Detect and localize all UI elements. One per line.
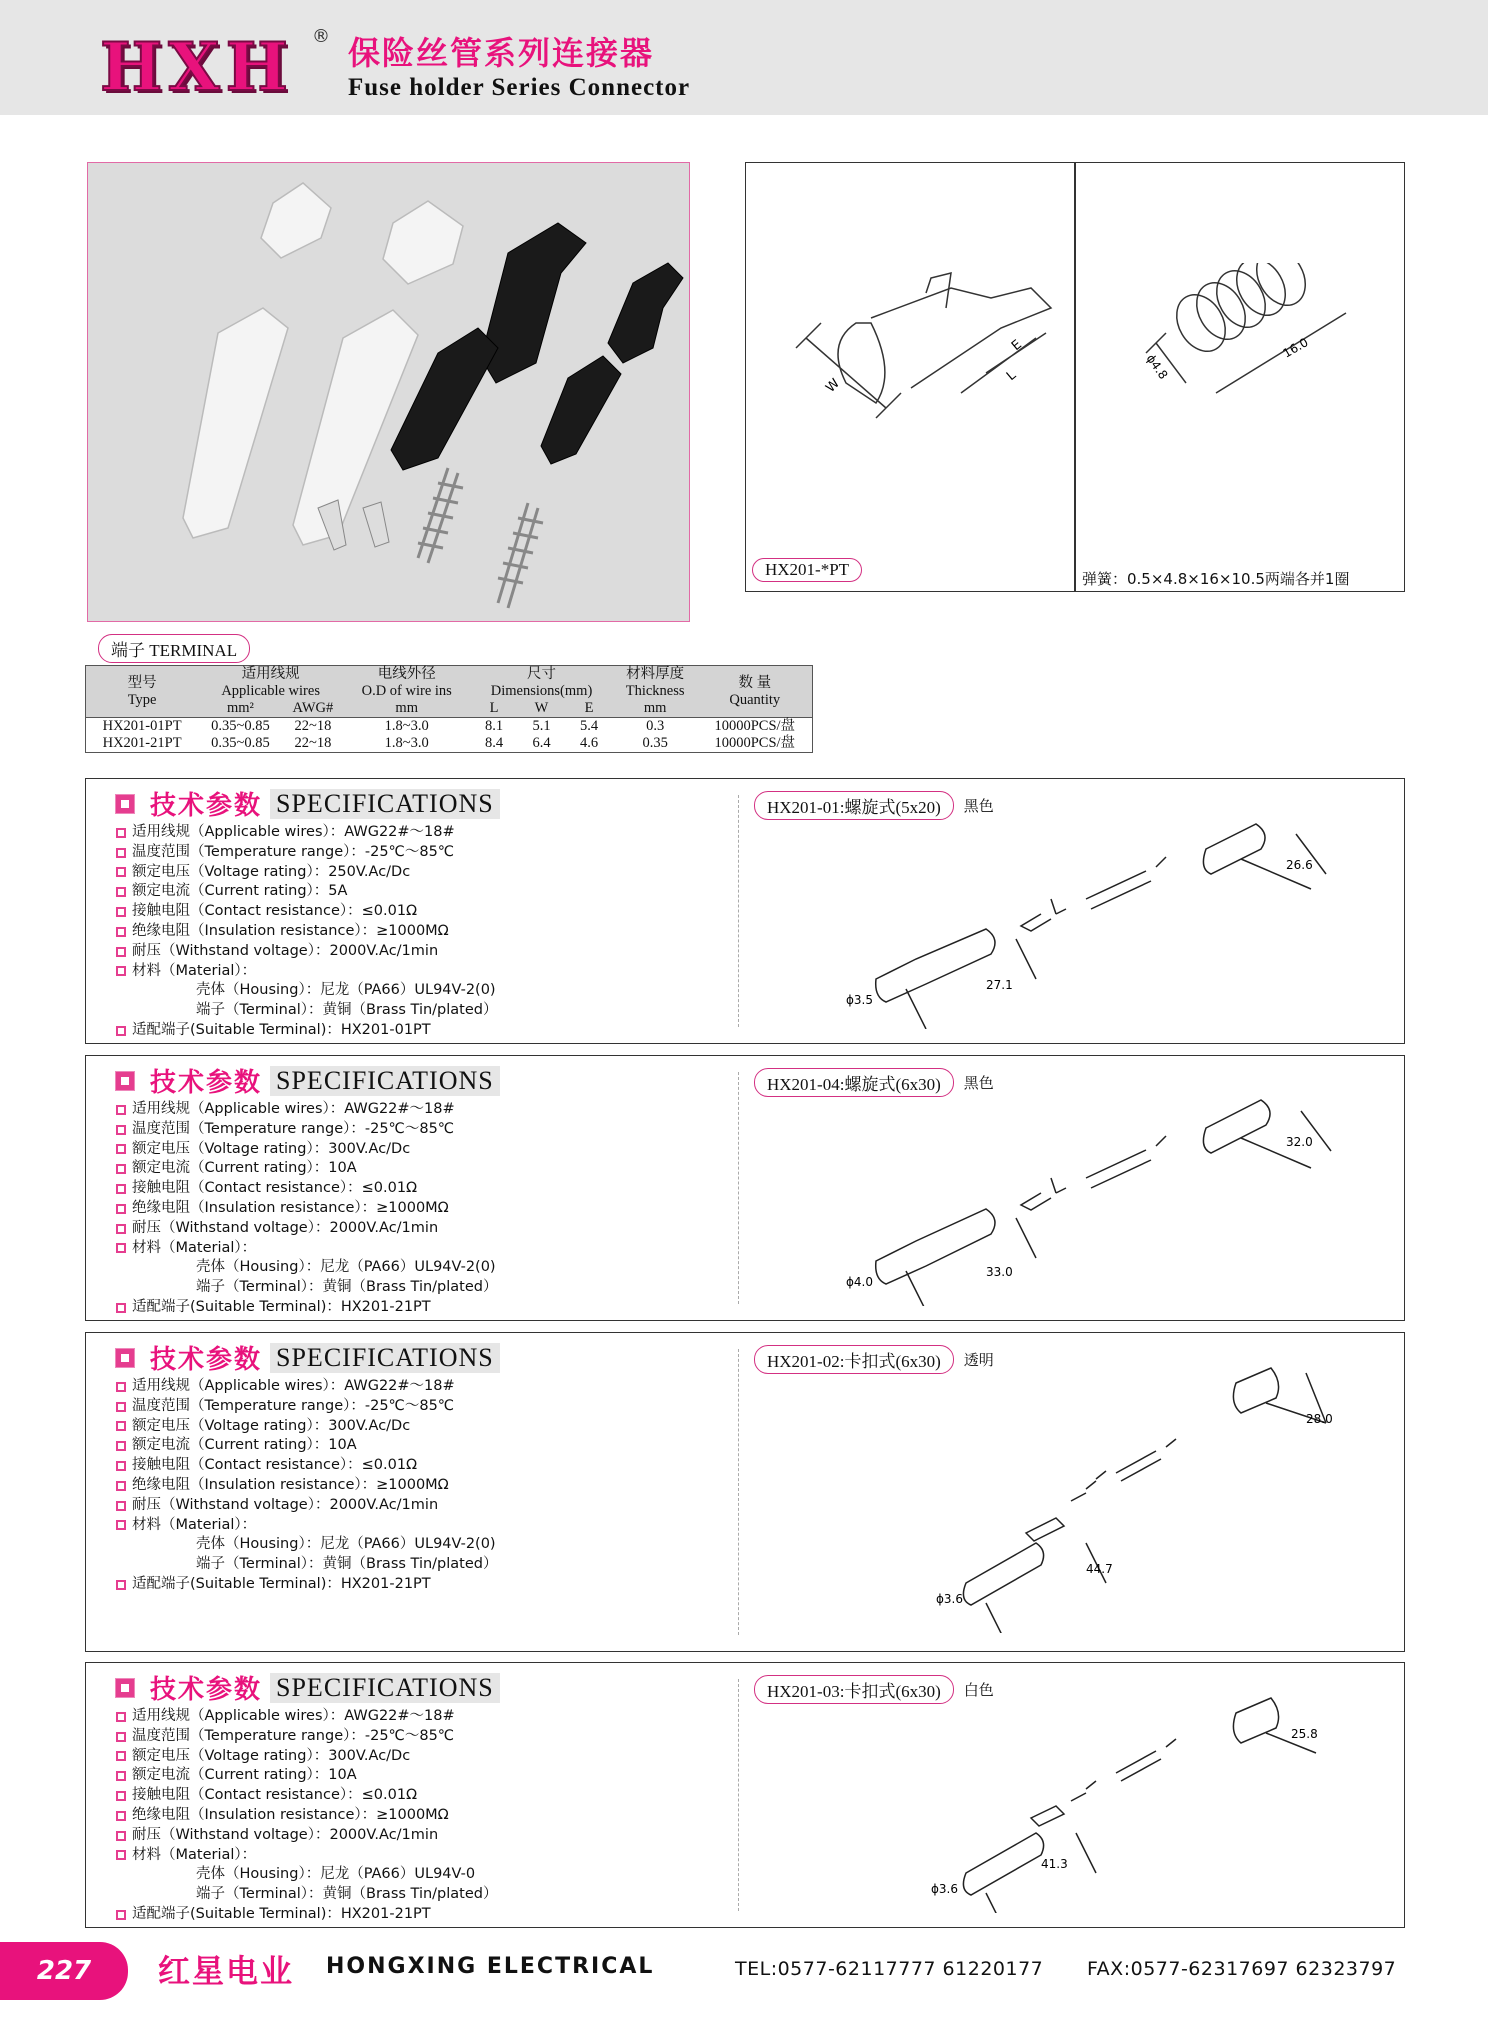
cell-w: 5.1: [518, 718, 565, 736]
spec-housing: 壳体（Housing）：尼龙（PA66）UL94V-2(0): [196, 1259, 496, 1276]
cell-w: 6.4: [532, 735, 551, 751]
assembly-drawing: [786, 1693, 1346, 1913]
spec-item: 额定电压（Voltage rating）：250V.Ac/Dc: [132, 863, 411, 880]
spec-title-en: SPECIFICATIONS: [270, 789, 500, 819]
drawing-divider: [1074, 162, 1076, 592]
bullet-icon: [116, 1461, 126, 1471]
spec-item: 适用线规（Applicable wires）：AWG22#～18#: [132, 1378, 455, 1394]
section-bullet-icon: [116, 1072, 134, 1090]
cell-qty: 10000PCS/盘: [714, 735, 796, 751]
terminal-table: [85, 665, 813, 753]
model-tag: HX201-02:卡扣式(6x30): [754, 1345, 954, 1374]
spec-item: 绝缘电阻（Insulation resistance）：≥1000MΩ: [132, 1476, 449, 1493]
bullet-icon: [116, 927, 126, 937]
dim-a-label: 32.0: [1286, 1135, 1313, 1149]
telephone: TEL:0577-62117777 61220177: [735, 1958, 1044, 1980]
dim-dia-label: ϕ3.5: [846, 993, 873, 1007]
registered-mark: ®: [312, 26, 330, 47]
spec-title-cn: 技术参数: [150, 791, 263, 821]
th-mm2: mm²: [227, 700, 254, 716]
spec-item: 温度范围（Temperature range）：-25℃～85℃: [132, 1727, 455, 1744]
cell-qty: 10000PCS/盘: [698, 718, 813, 736]
model-tag: HX201-03:卡扣式(6x30): [754, 1675, 954, 1704]
bullet-icon: [116, 828, 126, 838]
cell-mm2: 0.35~0.85: [211, 735, 270, 751]
bullet-icon: [116, 1910, 126, 1920]
table-row: [86, 735, 813, 753]
spec-title-cn: 技术参数: [150, 1068, 263, 1098]
spec-title-en: SPECIFICATIONS: [270, 1066, 500, 1096]
dim-w-label: W: [823, 376, 843, 396]
bullet-icon: [116, 1831, 126, 1841]
spec-item: 额定电压（Voltage rating）：300V.Ac/Dc: [132, 1417, 411, 1434]
spec-item: 接触电阻（Contact resistance）：≤0.01Ω: [132, 903, 418, 920]
bullet-icon: [116, 1421, 126, 1431]
spec-item: 适用线规（Applicable wires）：AWG22#～18#: [132, 1708, 455, 1724]
model-tag: HX201-01:螺旋式(5x20): [754, 791, 954, 820]
cell-thk: 0.3: [613, 718, 698, 736]
spec-block-3: [85, 1332, 1405, 1652]
spring-spec-note: 弹簧：0.5×4.8×16×10.5两端各并1圈: [1082, 570, 1350, 588]
dim-dia-label: ϕ3.6: [936, 1592, 963, 1606]
spec-item: 绝缘电阻（Insulation resistance）：≥1000MΩ: [132, 1199, 449, 1216]
cell-awg: 22~18: [294, 735, 332, 751]
spec-terminal: 端子（Terminal）：黄铜（Brass Tin/plated）: [196, 1002, 498, 1019]
spec-suitable: 适配端子(Suitable Terminal)：HX201-21PT: [132, 1575, 431, 1592]
cell-e: 5.4: [565, 718, 613, 736]
spec-terminal: 端子（Terminal）：黄铜（Brass Tin/plated）: [196, 1886, 498, 1903]
th-e: E: [584, 700, 594, 716]
spec-item: 接触电阻（Contact resistance）：≤0.01Ω: [132, 1787, 418, 1804]
spec-item: 额定电流（Current rating）：5A: [132, 883, 348, 900]
company-name-cn: 红星电业: [158, 1952, 295, 1990]
th-od-unit: mm: [395, 700, 418, 716]
bullet-icon: [116, 966, 126, 976]
dim-l-label: L: [1003, 367, 1020, 385]
bullet-icon: [116, 1125, 126, 1135]
cell-l: 8.1: [470, 718, 517, 736]
dim-b-label: 27.1: [986, 978, 1013, 992]
assembly-drawing: [786, 1363, 1346, 1633]
th-dim: 尺寸 Dimensions(mm): [490, 666, 593, 699]
th-thk-unit: mm: [643, 700, 667, 716]
spec-list: [116, 1377, 497, 1595]
dim-b-label: 41.3: [1041, 1857, 1068, 1871]
page-title-cn: 保险丝管系列连接器: [348, 34, 655, 72]
bullet-icon: [116, 1144, 126, 1154]
spec-title-cn: 技术参数: [150, 1345, 263, 1375]
bullet-icon: [116, 1402, 126, 1412]
spring-length-label: 16.0: [1280, 335, 1311, 361]
brand-logo: HXH: [100, 28, 294, 106]
dim-a-label: 26.6: [1286, 858, 1313, 872]
spec-title-en: SPECIFICATIONS: [270, 1673, 500, 1703]
cell-mm2: 0.35~0.85: [198, 718, 283, 736]
spring-drawing: [1106, 263, 1386, 463]
dim-dia-label: ϕ3.6: [931, 1882, 958, 1896]
bullet-icon: [116, 947, 126, 957]
spec-list: [116, 823, 497, 1041]
spec-item: 适用线规（Applicable wires）：AWG22#～18#: [132, 824, 455, 840]
model-color: 透明: [963, 1351, 994, 1369]
bullet-icon: [116, 867, 126, 877]
spring-diameter-label: ϕ4.8: [1143, 351, 1171, 382]
company-name-en: HONGXING ELECTRICAL: [326, 1954, 655, 1979]
assembly-drawing: [786, 1086, 1346, 1306]
section-bullet-icon: [116, 795, 134, 813]
bullet-icon: [116, 1026, 126, 1036]
spec-list: [116, 1707, 497, 1925]
table-row: [86, 718, 813, 736]
dim-a-label: 25.8: [1291, 1727, 1318, 1741]
spec-item: 温度范围（Temperature range）：-25℃～85℃: [132, 1397, 455, 1414]
bullet-icon: [116, 1580, 126, 1590]
spec-terminal: 端子（Terminal）：黄铜（Brass Tin/plated）: [196, 1279, 498, 1296]
bullet-icon: [116, 1204, 126, 1214]
bullet-icon: [116, 1712, 126, 1722]
section-bullet-icon: [116, 1679, 134, 1697]
spec-housing: 壳体（Housing）：尼龙（PA66）UL94V-2(0): [196, 1536, 496, 1553]
spec-item: 额定电流（Current rating）：10A: [132, 1767, 357, 1784]
bullet-icon: [116, 1481, 126, 1491]
model-color: 黑色: [963, 1074, 994, 1092]
assembly-drawing: [786, 809, 1346, 1029]
bullet-icon: [116, 1382, 126, 1392]
th-w: W: [534, 700, 549, 716]
bullet-icon: [116, 907, 126, 917]
th-od: 电线外径 O.D of wire ins: [361, 666, 452, 699]
spec-title-cn: 技术参数: [150, 1675, 263, 1705]
terminal-section-label: 端子 TERMINAL: [98, 634, 250, 663]
fax: FAX:0577-62317697 62323797: [1087, 1958, 1397, 1980]
spec-item: 温度范围（Temperature range）：-25℃～85℃: [132, 1120, 455, 1137]
spec-item: 绝缘电阻（Insulation resistance）：≥1000MΩ: [132, 1806, 449, 1823]
th-qty: 数 量 Quantity: [729, 674, 781, 708]
cell-e: 4.6: [579, 735, 599, 751]
model-tag: HX201-04:螺旋式(6x30): [754, 1068, 954, 1097]
section-bullet-icon: [116, 1349, 134, 1367]
dim-b-label: 33.0: [986, 1265, 1013, 1279]
spec-item: 接触电阻（Contact resistance）：≤0.01Ω: [132, 1180, 418, 1197]
cell-od: 1.8~3.0: [343, 718, 470, 736]
cell-type: HX201-01PT: [86, 718, 199, 736]
spec-item: 材料（Material）：: [132, 962, 257, 979]
spec-item: 额定电流（Current rating）：10A: [132, 1160, 357, 1177]
page-title-en: Fuse holder Series Connector: [348, 74, 691, 101]
spec-item: 耐压（Withstand voltage）：2000V.Ac/1min: [132, 1496, 439, 1513]
bullet-icon: [116, 1751, 126, 1761]
model-color: 白色: [963, 1681, 994, 1699]
bullet-icon: [116, 1732, 126, 1742]
cell-thk: 0.35: [642, 735, 668, 751]
cell-l: 8.4: [484, 735, 504, 751]
bullet-icon: [116, 1771, 126, 1781]
spec-terminal: 端子（Terminal）：黄铜（Brass Tin/plated）: [196, 1556, 498, 1573]
bullet-icon: [116, 1791, 126, 1801]
bullet-icon: [116, 1303, 126, 1313]
model-color: 黑色: [963, 797, 994, 815]
spec-block-4: [85, 1662, 1405, 1928]
spec-item: 温度范围（Temperature range）：-25℃～85℃: [132, 843, 455, 860]
th-thk: 材料厚度 Thickness: [625, 666, 685, 699]
spec-suitable: 适配端子(Suitable Terminal)：HX201-21PT: [132, 1298, 431, 1315]
spec-item: 耐压（Withstand voltage）：2000V.Ac/1min: [132, 942, 439, 959]
bullet-icon: [116, 1501, 126, 1511]
cell-od: 1.8~3.0: [384, 735, 429, 751]
bullet-icon: [116, 1520, 126, 1530]
bullet-icon: [116, 1441, 126, 1451]
bullet-icon: [116, 1850, 126, 1860]
spec-item: 耐压（Withstand voltage）：2000V.Ac/1min: [132, 1826, 439, 1843]
spec-item: 耐压（Withstand voltage）：2000V.Ac/1min: [132, 1219, 439, 1236]
dim-e-label: E: [1008, 337, 1025, 355]
spec-suitable: 适配端子(Suitable Terminal)：HX201-01PT: [132, 1021, 431, 1038]
bullet-icon: [116, 1224, 126, 1234]
dim-dia-label: ϕ4.0: [846, 1275, 873, 1289]
th-awg: AWG#: [292, 700, 334, 716]
spec-block-2: [85, 1055, 1405, 1321]
terminal-drawing: [786, 263, 1086, 463]
spec-item: 绝缘电阻（Insulation resistance）：≥1000MΩ: [132, 922, 449, 939]
spec-housing: 壳体（Housing）：尼龙（PA66）UL94V-0: [196, 1866, 476, 1883]
th-type: 型号 Type: [127, 674, 157, 708]
spec-item: 材料（Material）：: [132, 1239, 257, 1256]
spec-item: 材料（Material）：: [132, 1846, 257, 1863]
spec-item: 材料（Material）：: [132, 1516, 257, 1533]
spec-suitable: 适配端子(Suitable Terminal)：HX201-21PT: [132, 1905, 431, 1922]
bullet-icon: [116, 1184, 126, 1194]
bullet-icon: [116, 1811, 126, 1821]
dim-b-label: 44.7: [1086, 1562, 1113, 1576]
spec-housing: 壳体（Housing）：尼龙（PA66）UL94V-2(0): [196, 982, 496, 999]
cell-awg: 22~18: [283, 718, 343, 736]
dim-a-label: 28.0: [1306, 1412, 1333, 1426]
bullet-icon: [116, 887, 126, 897]
page-number: 227: [0, 1942, 128, 2000]
spec-list: [116, 1100, 497, 1318]
spec-item: 适用线规（Applicable wires）：AWG22#～18#: [132, 1101, 455, 1117]
spec-item: 额定电压（Voltage rating）：300V.Ac/Dc: [132, 1140, 411, 1157]
spec-block-1: [85, 778, 1405, 1044]
spec-item: 额定电流（Current rating）：10A: [132, 1437, 357, 1454]
spec-title-en: SPECIFICATIONS: [270, 1343, 500, 1373]
bullet-icon: [116, 1164, 126, 1174]
bullet-icon: [116, 1243, 126, 1253]
spec-item: 接触电阻（Contact resistance）：≤0.01Ω: [132, 1457, 418, 1474]
product-photo: [87, 162, 690, 622]
bullet-icon: [116, 1105, 126, 1115]
cell-type: HX201-21PT: [102, 735, 182, 751]
th-wire: 适用线规 Applicable wires: [221, 666, 320, 699]
terminal-part-label: HX201-*PT: [752, 558, 862, 582]
th-l: L: [489, 700, 499, 716]
spec-item: 额定电压（Voltage rating）：300V.Ac/Dc: [132, 1747, 411, 1764]
bullet-icon: [116, 848, 126, 858]
